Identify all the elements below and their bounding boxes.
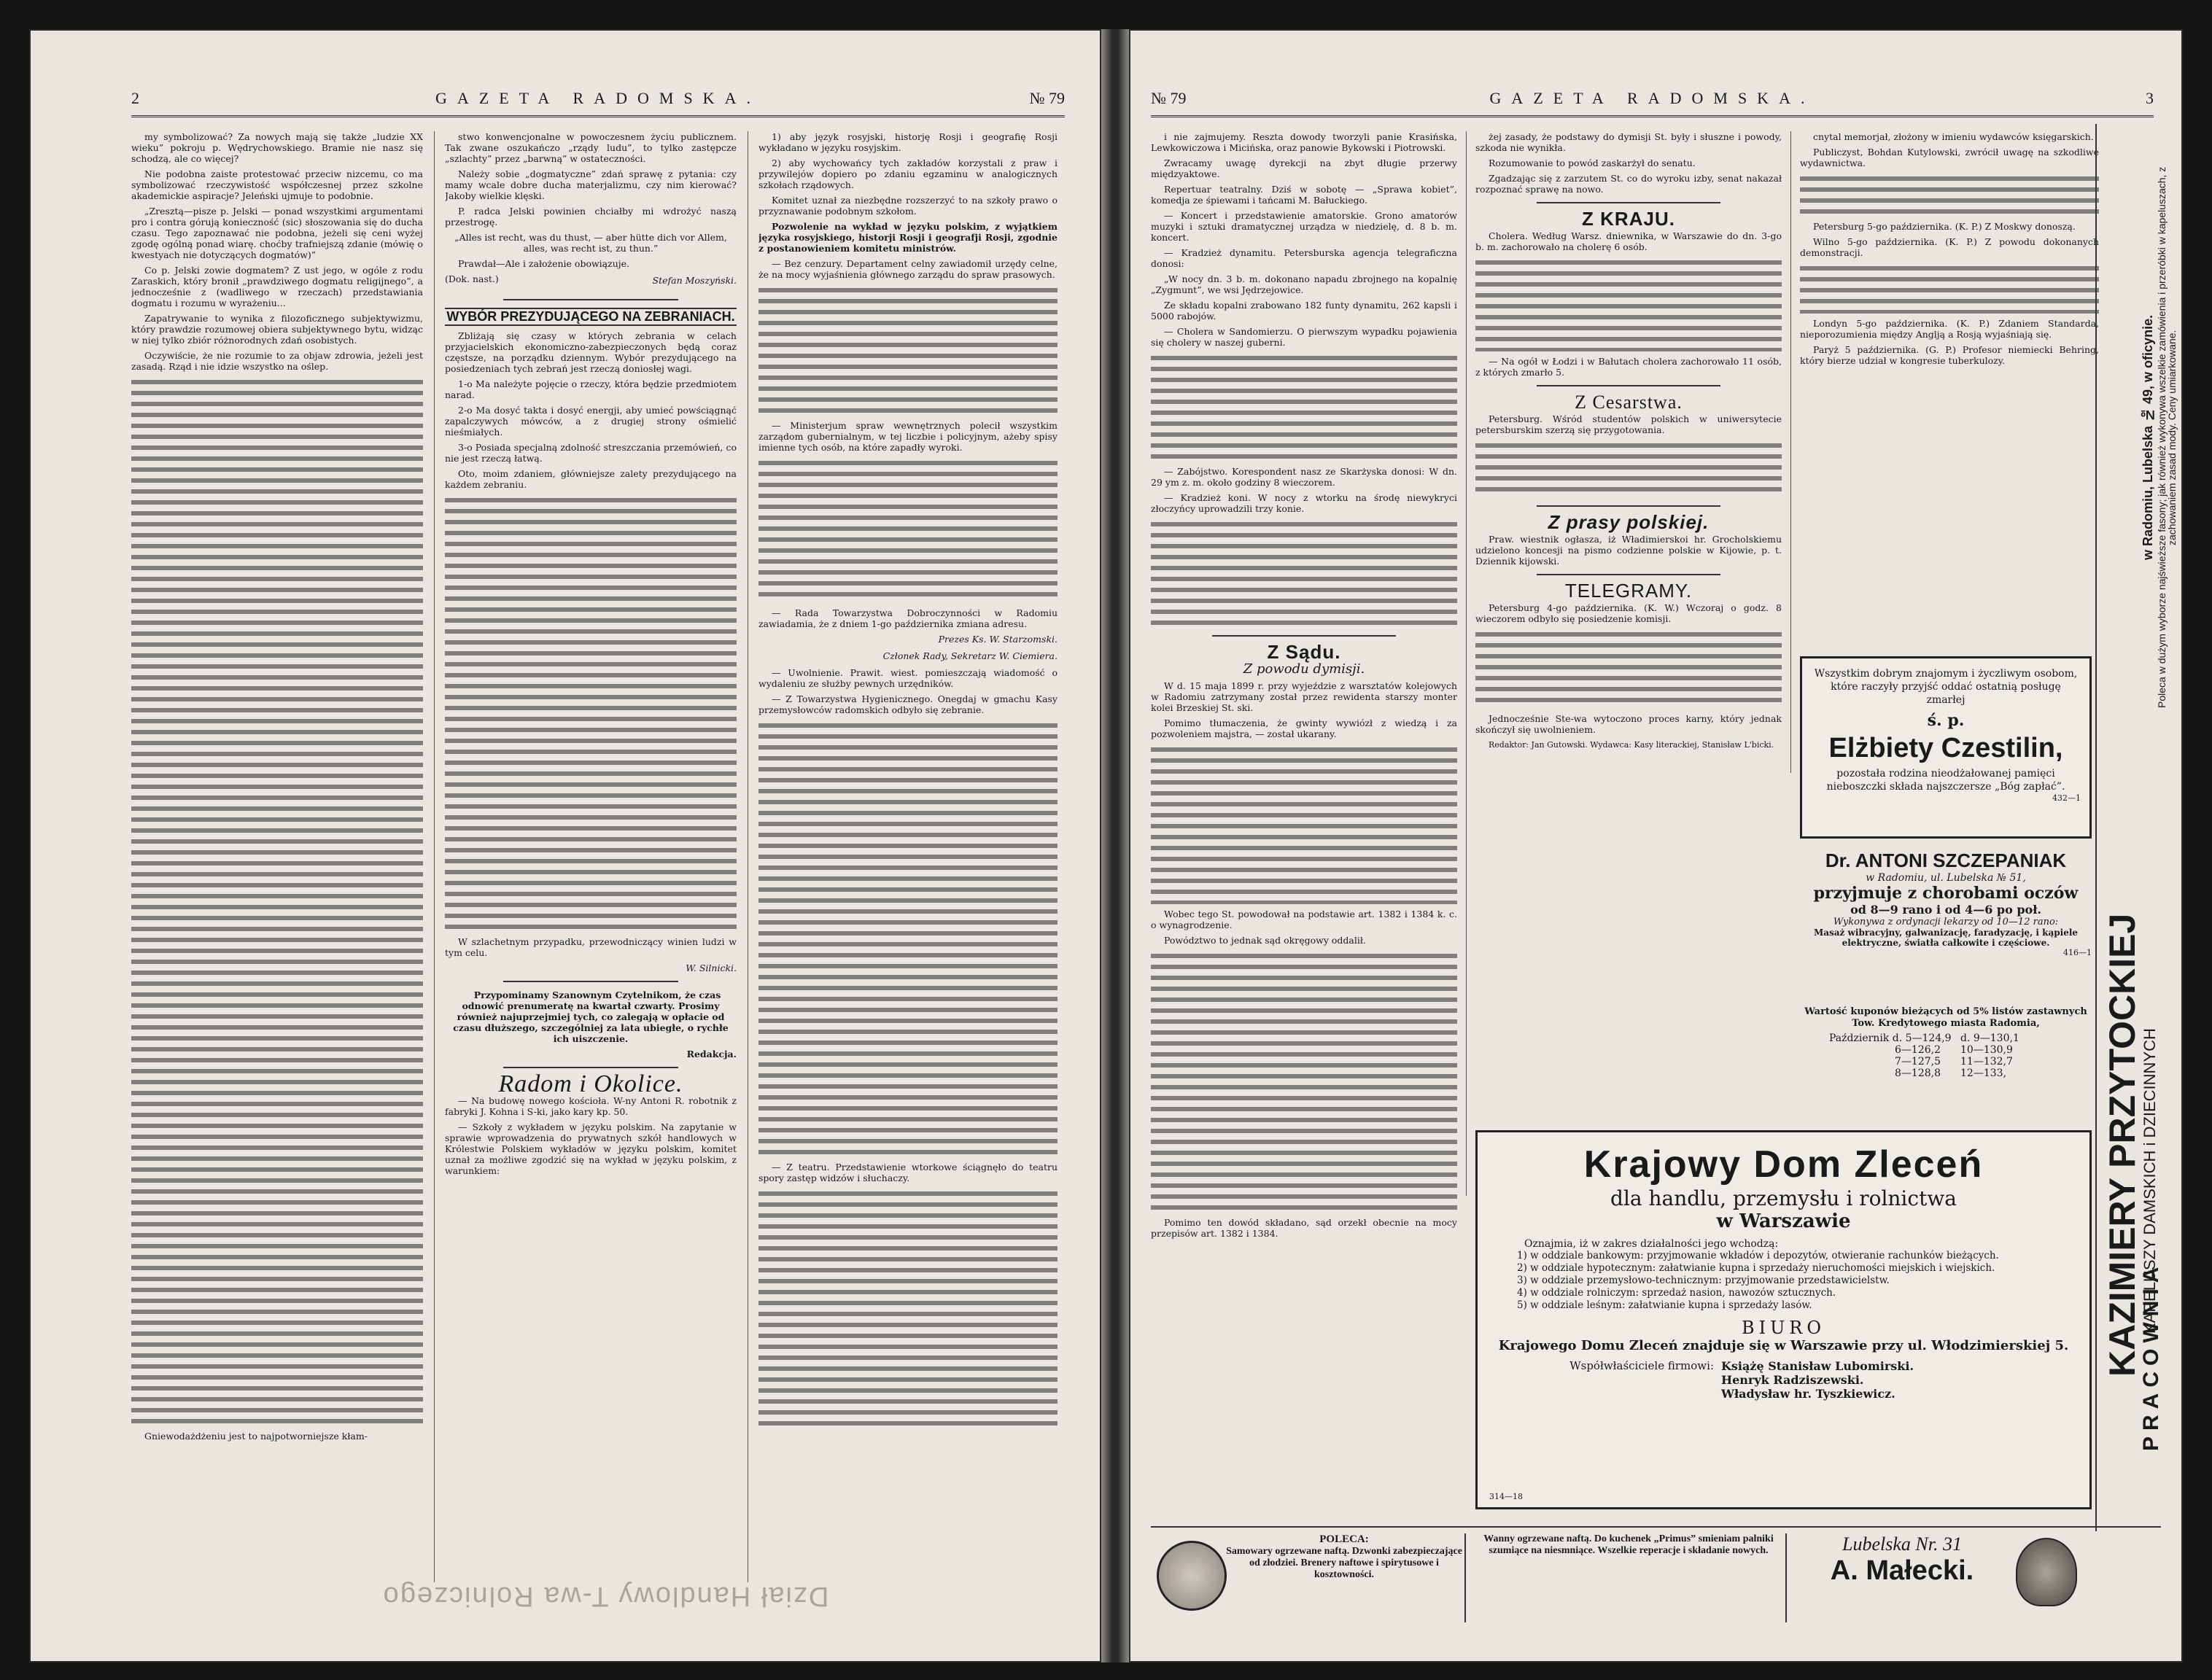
text-filler <box>131 376 423 1426</box>
paragraph: 1-o Ma należyte pojęcie o rzeczy, która będzie przedmiotem narad. <box>445 378 737 400</box>
signature: Prezes Ks. W. Starzomski. <box>938 634 1058 645</box>
section-heading-kraj: Z KRAJU. <box>1582 208 1675 230</box>
left-page-number: 2 <box>131 89 139 107</box>
paragraph: — Z teatru. Przedstawienie wtorkowe ściągnęło do teatru spory zastęp widzów i słuchaczy. <box>758 1162 1058 1183</box>
paragraph: W d. 15 maja 1899 r. przy wyjeździe z warsztatów kolejowych w Radomiu zatrzymany został przez rewidenta starszy monter kolei Brzeskiej St. ski. <box>1151 680 1457 713</box>
paragraph: Co p. Jelski zowie dogmatem? Z ust jego, w ogóle z rodu Zaraskich, który bronił „prawdziwego dogmatu religijnego”, a jednocześnie z (wadliwego w rzeczach) przedstawiania dogmatu i rozumu w wyrażeniu... <box>131 265 423 308</box>
notice-sp: ś. p. <box>1927 711 1965 730</box>
text-filler <box>1475 257 1782 351</box>
paragraph: Należy sobie „dogmatyczne” zdań sprawę z pytania: czy mamy wcale dobre ducha materjalizmu, czy nim kierować? Jakoby wielkie klęski. <box>445 168 737 201</box>
bank-partners <box>1495 1359 2072 1401</box>
column-rule <box>434 131 435 1582</box>
mourning-notice <box>1800 656 2092 839</box>
column-rule <box>1790 131 1791 773</box>
coupon-values <box>1800 1006 2092 1108</box>
divider <box>1537 385 1720 386</box>
left-column-3 <box>758 131 1058 1582</box>
paragraph: Wobec tego St. powodował na podstawie art. 1382 i 1384 k. c. o wynagrodzenie. <box>1151 909 1457 930</box>
right-issue-number: № 79 <box>1151 89 1187 107</box>
paragraph: Zwracamy uwagę dyrekcji na zbyt długie przerwy międzyaktowe. <box>1151 158 1457 179</box>
text-filler <box>1800 173 2099 217</box>
paragraph: Pomimo tłumaczenia, że gwinty wywiózł z wiedzą i za pozwoleniem majstra, — został ukarany. <box>1151 718 1457 739</box>
text-filler <box>1151 744 1457 904</box>
footer-ad-text: Wanny ogrzewane naftą. Do kuchenek „Primus” smieniam palniki szumiące na niesmniące. Wszelkie reperacje i składanie nowych. <box>1483 1533 1774 1556</box>
divider <box>1537 505 1720 507</box>
quote-paragraph: „Zresztą—pisze p. Jelski — ponad wszystkimi argumentami pro i contra górują konieczność (sic) słoszowania się do ducha czasu. Tego zapoznawać nie podobna, jeżeli się ceni wyżej zgodę ogólną ponad wiarę. choćby trafniejszą zdanie (mówię o kwestyach nie dotyczących dogmatów)” <box>131 206 423 260</box>
paragraph: Rozumowanie to powód zaskarżył do senatu. <box>1489 158 1696 168</box>
paragraph: — Ministerjum spraw wewnętrznych polecił wszystkim zarządom gubernialnym, w tej liczbie i policyjnym, ażeby spisy imienne tych osób, na które zapadły wyroki. <box>758 420 1058 453</box>
paragraph: my symbolizować? Za nowych mają się także „ludzie XX wieku” pokroju p. Wędrychowskiego. Bramie nie nasz się schodzą, ale co więcej? <box>131 131 423 164</box>
text-filler <box>1151 352 1457 462</box>
paragraph: Komitet uznał za niezbędne rozszerzyć to na szkoły prawo o przyznawanie podobnym szkołom. <box>758 195 1058 217</box>
paragraph: Zapatrywanie to wynika z filozoficznego subjektywizmu, który prawdzie rozumowej obiera subjektywnego bytu, widząc w niej tylko zbiór różnorodnych zdań osobistych. <box>131 313 423 346</box>
paragraph: Powództwo to jednak sąd okręgowy oddalił. <box>1164 935 1366 946</box>
paragraph: Prawdał—Ale i założenie obowiązuje. <box>458 258 630 269</box>
section-heading-telegramy: TELEGRAMY. <box>1564 580 1693 602</box>
text-filler <box>445 494 737 932</box>
notice-intro: Wszystkim dobrym znajomym i życzliwym osobom, które raczyły przyjść oddać ostatnią posługę zmarłej <box>1814 668 2078 706</box>
krajowy-dom-zlecen-advertisement <box>1475 1130 2092 1509</box>
paragraph: — Rada Towarzystwa Dobroczynności w Radomiu zawiadamia, że z dniem 1-go października zmiana adresu. <box>758 607 1058 629</box>
right-column-3 <box>1800 131 2099 489</box>
author-signature: Stefan Moszyński. <box>652 275 737 286</box>
partner: Władysław hr. Tyszkiewicz. <box>1721 1387 1895 1401</box>
deceased-name: Elżbiety Czestilin, <box>1828 733 2063 763</box>
paragraph: Jednocześnie Ste-wa wytoczono proces karny, który jednak skończył się uwolnieniem. <box>1475 713 1782 735</box>
right-newspaper-page <box>1129 29 2183 1662</box>
doctor-line3: Masaż wibracyjny, galwanizację, faradyzację, i kąpiele elektryczne, światła całkowite i częściowe. <box>1813 928 2079 948</box>
section-heading-election: WYBÓR PREZYDUJĄCEGO NA ZEBRANIACH. <box>445 308 737 326</box>
right-page-number: 3 <box>2146 89 2154 107</box>
paragraph: Praw. wiestnik ogłasza, iż Władimierskoi hr. Grocholskiemu udzielono koncesji na pismo codzienne polskie w Kijowie, p. t. Dziennik kijowski. <box>1475 534 1782 567</box>
paragraph: — Koncert i przedstawienie amatorskie. Grono amatorów muzyki i sztuki dramatycznej urządza w niedzielę, d. 8 b. m. koncert. <box>1151 210 1457 243</box>
signature: Członek Rady, Sekretarz W. Ciemiera. <box>882 650 1058 661</box>
paragraph: 2) aby wychowańcy tych zakładów korzystali z praw i przywilejów dopiero po zdaniu egzaminu w analogicznych szkołach rządowych. <box>758 158 1058 190</box>
paragraph: 2-o Ma dosyć takta i dosyć energji, aby umieć powściągnąć zapalczywych mówców, a z drugiej strony ośmielić nieśmiałych. <box>445 405 737 438</box>
paragraph: — Cholera w Sandomierzu. O pierwszym wypadku pojawienia się cholery w naszej guberni. <box>1151 326 1457 348</box>
paragraph: Ze składu kopalni zrabowano 182 funty dynamitu, 262 kapsli i 5000 rabojów. <box>1151 300 1457 322</box>
paragraph: i nie zajmujemy. Reszta dowody tworzyli panie Krasińska, Lewkowiczowa i Micińska, oraz panowie Bykowski i Piotrowski. <box>1151 131 1457 153</box>
bold-paragraph: Pozwolenie na wykład w języku polskim, z wyjątkiem języka rosyjskiego, historji Rosji i geografji Rosji, zgodnie z postanowieniem komitetu ministrów. <box>758 221 1058 254</box>
bank-intro: Oznajmia, iż w zakres działalności jego wchodzą: <box>1524 1238 1779 1250</box>
left-newspaper-page <box>29 29 1101 1662</box>
paragraph: Petersburg. Wśród studentów polskich w uniwersytecie petersburskim szerzą się przygotowania. <box>1475 413 1782 435</box>
bank-item: 2) w oddziale hypotecznym: załatwianie kupna i sprzedaży nieruchomości miejskich i wiejskich. <box>1517 1262 1995 1274</box>
right-column-2 <box>1475 131 1782 1196</box>
paragraph: — Zabójstwo. Korespondent nasz ze Skarżyska donosi: W dn. 29 ym z. m. około godziny 8 wieczorem. <box>1151 466 1457 488</box>
coupon-cell: Październik d. 5—124,9 <box>1829 1032 1952 1044</box>
faded-bleedthrough-text: Dział Handlowy T-wa Rolniczego <box>381 1581 829 1611</box>
author-signature: W. Silnicki. <box>686 962 737 973</box>
workshop-hats: KAPELUSZY DAMSKICH i DZIECINNYCH <box>2141 1028 2159 1334</box>
bank-city: w Warszawie <box>1716 1210 1851 1232</box>
right-column-1 <box>1151 131 1457 1495</box>
workshop-recommendation: Poleca w dużym wyborze najświeższe fasony; jak również wykonywa wszelkie zamówienia i przeróbki w kapeluszach, z zachowaniem zasad mody. Ceny umiarkowane. <box>2156 166 2178 709</box>
bank-item: 1) w oddziale bankowym: przyjmowanie wkładów i depozytów, otwieranie rachunków bieżących. <box>1517 1250 1999 1261</box>
paragraph: — Uwolnienie. Prawit. wiest. pomieszczają wiadomość o wydaleniu ze służby pewnych urzędników. <box>758 667 1058 689</box>
poleca-label: POLECA: <box>1319 1533 1369 1545</box>
malecki-address: Lubelska Nr. 31 <box>1842 1533 1962 1555</box>
paragraph: stwo konwencjonalne w powoczesnem życiu publicznem. Tak zwane oszukańczo „rządy ludu”, to tylko zastępcze „szlachty” przez „barwną” w ostateczności. <box>445 131 737 164</box>
bank-title: Krajowy Dom Zleceń <box>1583 1143 1984 1186</box>
paragraph: P. radca Jelski powinien chciałby mi wdrożyć naszą przestrogę. <box>445 206 737 228</box>
section-heading-cesarstwa: Z Cesarstwa. <box>1575 392 1683 413</box>
text-filler <box>1475 629 1782 709</box>
partners-list <box>1721 1359 1914 1401</box>
doctor-code: 416—1 <box>2063 948 2092 957</box>
doctor-advertisement <box>1800 849 2092 995</box>
coupon-title: Wartość kuponów bieżących od 5% listów zastawnych Tow. Kredytowego miasta Radomia, <box>1804 1006 2087 1029</box>
notice-thanks: pozostała rodzina nieodżałowanej pamięci nieboszczki składa najszczersze „Bóg zapłać”. <box>1826 768 2065 793</box>
right-page-header <box>1151 86 2154 117</box>
paragraph: Paryż 5 października. (G. P.) Profesor niemiecki Behring, który bierze udział w kongresie tuberkulozy. <box>1800 344 2099 366</box>
text-filler <box>1151 518 1457 628</box>
text-filler <box>1800 262 2099 314</box>
text-filler <box>1151 950 1457 1213</box>
article-signoff <box>445 273 737 292</box>
text-filler <box>758 284 1058 416</box>
paragraph: Petersburg 5-go października. (K. P.) Z Moskwy donoszą. <box>1813 221 2076 232</box>
right-masthead-title: GAZETA RADOMSKA. <box>1489 89 1815 107</box>
doctor-address: w Radomiu, ul. Lubelska № 51, <box>1866 872 2026 884</box>
footer-ad-malecki <box>1793 1533 2084 1622</box>
portrait-icon <box>2016 1538 2077 1606</box>
editor-line: Redaktor: Jan Gutowski. Wydawca: Kasy literackiej, Stanisław L'bicki. <box>1489 740 1774 750</box>
coupon-cell: 6—126,2 <box>1895 1044 1941 1056</box>
workshop-big-name: KAZIMIERY PRZYTOCKIEJ <box>2102 913 2143 1377</box>
paragraph: — Na budowę nowego kościoła. W-ny Antoni R. robotnik z fabryki J. Kohna i S-ki, jako kary kp. 50. <box>445 1095 737 1117</box>
divider <box>1537 202 1720 203</box>
paragraph: „W nocy dn. 3 b. m. dokonano napadu zbrojnego na kopalnię „Zygmunt”, we wsi Jędrzejowice. <box>1151 273 1457 295</box>
divider <box>1537 574 1720 575</box>
paragraph: Gniewodażdżeniu jest to najpotworniejsze kłam- <box>144 1431 368 1442</box>
continued-note: (Dok. nast.) <box>445 273 499 284</box>
left-page-header <box>131 86 1065 117</box>
coupon-cell: 11—132,7 <box>1960 1056 2013 1068</box>
divider <box>503 299 678 300</box>
section-heading-prasy: Z prasy polskiej. <box>1548 511 1710 533</box>
paragraph: 3-o Posiada specjalną zdolność streszczania przemówień, co nie jest rzeczą łatwą. <box>445 442 737 464</box>
footer-ad-wanny <box>1472 1533 1787 1622</box>
coupon-cell: 7—127,5 <box>1895 1056 1941 1068</box>
paragraph: Repertuar teatralny. Dziś w sobotę — „Sprawa kobiet”, komedja ze śpiewami i tańcami M. Bałuckiego. <box>1151 184 1457 206</box>
text-filler <box>758 457 1058 603</box>
section-heading-radom: Radom i Okolice. <box>498 1070 683 1097</box>
paragraph: — Na ogół w Łodzi i w Bałutach cholera zachorowało 11 osób, z których zmarło 5. <box>1475 356 1782 378</box>
paragraph: cnytal memorjał, złożony w imieniu wydawców księgarskich. <box>1813 131 2094 142</box>
paragraph: — Z Towarzystwa Hygienicznego. Onegdaj w gmachu Kasy przemysłowców radomskich odbyło się zebranie. <box>758 693 1058 715</box>
paragraph: żej zasady, że podstawy do dymisji St. były i słuszne i powody, szkoda nie wynikła. <box>1475 131 1782 153</box>
partner: Książę Stanisław Lubomirski. <box>1721 1359 1914 1373</box>
text-filler <box>1475 440 1782 498</box>
left-issue-number: № 79 <box>1029 89 1065 107</box>
redakcja-signature: Redakcja. <box>686 1049 737 1059</box>
notice-code: 432—1 <box>2052 793 2081 803</box>
partner: Henryk Radziszewski. <box>1721 1373 1864 1387</box>
doctor-line2: Wykonywa z ordynacji lekarzy od 10—12 rano: <box>1833 917 2059 928</box>
paragraph: — Kradzież dynamitu. Petersburska agencja telegraficzna donosi: <box>1151 247 1457 269</box>
doctor-specialty: przyjmuje z chorobami oczów <box>1813 884 2079 903</box>
text-filler <box>758 720 1058 1157</box>
paragraph: Zgadzając się z zarzutem St. co do wyroku izby, senat nakazał rozpoznać sprawę na nowo. <box>1475 173 1782 195</box>
paragraph: 1) aby język rosyjski, historję Rosji i geografię Rosji wykładano w języku rosyjskim. <box>758 131 1058 153</box>
paragraph: Petersburg 4-go października. (K. W.) Wczoraj o godz. 8 wieczorem odbyło się posiedzenie komisji. <box>1475 602 1782 624</box>
malecki-name: A. Małecki. <box>1830 1555 1974 1586</box>
paragraph: — Szkoły z wykładem w języku polskim. Na zapytanie w sprawie wprowadzenia do prywatnych szkół handlowych w Królestwie Polskiem wykładów w języku polskim, komitet uznał za możliwe zgodzić się na wykład w języku polskim, z warunkiem: <box>445 1121 737 1176</box>
medal-seal-icon <box>1157 1541 1227 1611</box>
paragraph: W szlachetnym przypadku, przewodniczący winien ludzi w tym celu. <box>445 936 737 958</box>
bank-address: Krajowego Domu Zleceń znajduje się w Warszawie przy ul. Włodzimierskiej 5. <box>1498 1338 2069 1353</box>
bank-subtitle: dla handlu, przemysłu i rolnictwa <box>1610 1186 1957 1210</box>
book-gutter <box>1101 29 1129 1662</box>
paragraph: Oczywiście, że nie rozumie to za objaw zdrowia, jeżeli jest zasadą. Rząd i nie idzie wszystko na oślep. <box>131 350 423 372</box>
coupon-cell: 12—133, <box>1960 1068 2006 1079</box>
footer-ad-samowary <box>1151 1533 1466 1622</box>
bank-biuro: BIURO <box>1741 1318 1826 1338</box>
coupon-cell: d. 9—130,1 <box>1960 1032 2019 1044</box>
bank-item: 3) w oddziale przemysłowo-technicznym: przyjmowanie przedstawicielstw. <box>1517 1275 1890 1286</box>
paragraph: Zbliżają się czasy w których zebrania w celach przyjacielskich ekonomiczno-zabezpieczonych będą coraz częstsze, na porządku dziennym. Wybór prezydującego na posiedzeniach tych zebrań jest rzeczą doniosłej wagi. <box>445 330 737 374</box>
divider <box>503 1067 678 1068</box>
workshop-label: PRACOWNIA <box>2139 1261 2163 1452</box>
paragraph: Cholera. Według Warsz. dniewnika, w Warszawie do dn. 3-go b. m. zachorowało na cholerę 6 osób. <box>1475 230 1782 252</box>
paragraph: Publiczyst, Bohdan Kutylowski, zwrócił uwagę na szkodliwe wydawnictwa. <box>1800 147 2099 168</box>
hat-workshop-advertisement <box>2095 124 2176 1531</box>
paragraph: Wilno 5-go października. (K. P.) Z powodu dokonanych demonstracji. <box>1800 236 2099 258</box>
divider <box>503 981 678 982</box>
doctor-name: Dr. ANTONI SZCZEPANIAK <box>1825 849 2067 871</box>
footer-ad-text: Samowary ogrzewane naftą. Dzwonki zabezpieczające od złodziei. Brenery naftowe i spirytusowe i kosztowności. <box>1226 1546 1462 1580</box>
text-filler <box>758 1188 1058 1428</box>
coupon-cell: 8—128,8 <box>1895 1068 1941 1079</box>
column-rule <box>1466 131 1467 1196</box>
subscription-notice: Przypominamy Szanownym Czytelnikom, że czas odnowić prenumeratę na kwartał czwarty. Prosimy również najuprzejmiej tych, co zalegają w opłacie od czasu dłuższego, szczególniej za lata ubiegłe, o rychłe ich uiszczenie. <box>453 989 729 1044</box>
doctor-hours: od 8—9 rano i od 4—6 po poł. <box>1850 903 2041 917</box>
paragraph: — Kradzież koni. W nocy z wtorku na środę niewykryci złoczyńcy uprowadzili trzy konie. <box>1151 492 1457 514</box>
coupon-table <box>1800 1032 2092 1079</box>
bank-code: 314—18 <box>1489 1492 1523 1501</box>
paragraph: Londyn 5-go października. (K. P.) Zdaniem Standarda, nieporozumienia między Anglją a Rosją wyjaśniają się. <box>1800 318 2099 340</box>
subheading-dismissal: Z powodu dymisji. <box>1243 661 1365 677</box>
bank-item: 4) w oddziale rolniczym: sprzedaż nasion, nawozów sztucznych. <box>1517 1287 1836 1299</box>
coupon-cell: 10—130,9 <box>1960 1044 2013 1056</box>
paragraph: Pomimo ten dowód składano, sąd orzekł obecnie na mocy przepisów art. 1382 i 1384. <box>1151 1217 1457 1239</box>
workshop-address: w Radomiu, Lubelska № 49, w oficynie. <box>2141 314 2155 561</box>
left-column-2 <box>445 131 737 1582</box>
paragraph: Nie podobna zaiste protestować przeciw nizcemu, co ma symbolizować rzeczywistość współczesnej przez szkolne akademickie aspiracje? Jeleński ujmuje to podobnie. <box>131 168 423 201</box>
left-masthead-title: GAZETA RADOMSKA. <box>435 89 761 107</box>
paragraph: — Bez cenzury. Departament celny zawiadomił urzędy celne, że na mocy wyjaśnienia głównego zarządu do spraw prasowych. <box>758 258 1058 280</box>
divider <box>1212 635 1396 637</box>
poem: „Alles ist recht, was du thust, — aber hütte dich vor Allem, alles, was recht ist, zu thun.” <box>454 232 727 254</box>
partners-label: Współwłaściciele firmowi: <box>1569 1359 1714 1372</box>
paragraph: Oto, moim zdaniem, główniejsze zalety prezydującego na każdem zebraniu. <box>445 468 737 490</box>
left-column-1 <box>131 131 423 1582</box>
section-heading-court: Z Sądu. <box>1267 641 1341 663</box>
footer-advertisements <box>1151 1526 2161 1622</box>
bank-item: 5) w oddziale leśnym: załatwianie kupna i sprzedaży lasów. <box>1517 1299 1812 1311</box>
